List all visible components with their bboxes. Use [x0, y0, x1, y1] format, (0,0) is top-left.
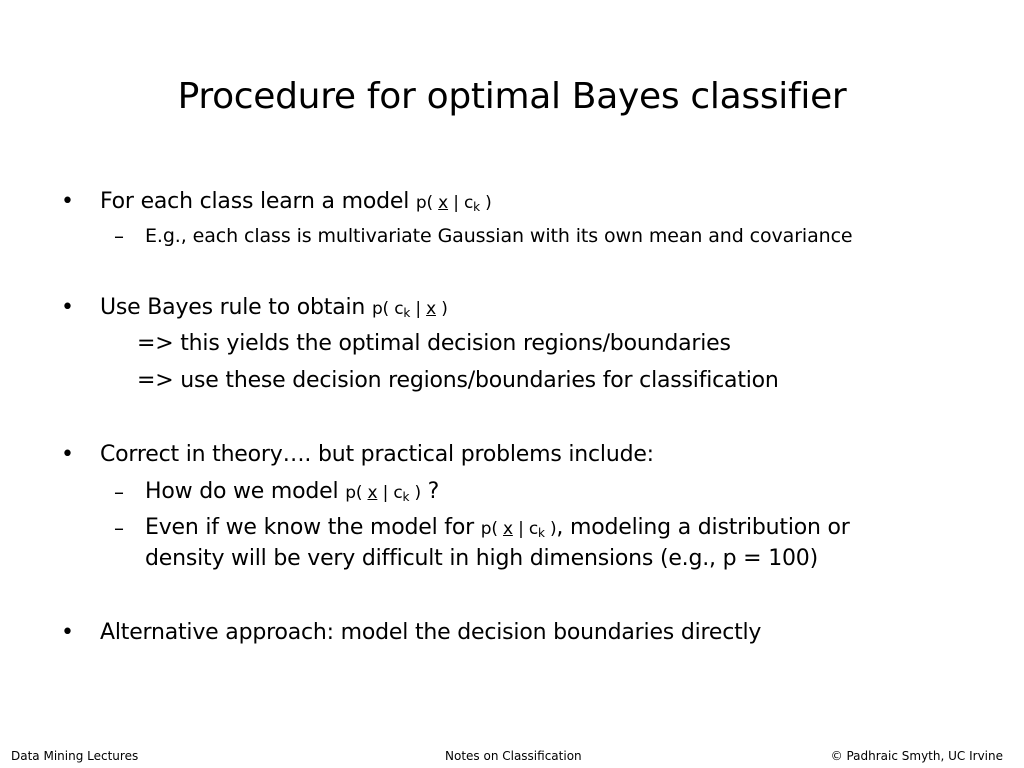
bullet-3-sub-1-math: p( x | $c_k$ ) — [345, 483, 421, 504]
bullet-2-implication-1: => this yields the optimal decision regions/boundaries — [137, 331, 731, 356]
footer-center: Notes on Classification — [445, 749, 582, 763]
bullet-3-text: Correct in theory…. but practical problems include: — [100, 442, 654, 467]
bullet-1-sub-1: E.g., each class is multivariate Gaussian with its own mean and covariance — [145, 225, 853, 247]
footer-right: © Padhraic Smyth, UC Irvine — [830, 749, 1003, 763]
bullet-2-implication-2: => use these decision regions/boundaries for classification — [137, 368, 779, 393]
bullet-1-label: For each class learn a model — [100, 189, 416, 214]
bullet-3-sub-2: Even if we know the model for p( x | $c_k$ ), modeling a distribution or — [145, 515, 850, 540]
bullet-1-text — [100, 187, 492, 218]
bullet-marker-3: • — [61, 442, 74, 467]
sub-bullet-dash-3a: – — [114, 480, 124, 504]
bullet-4-text: Alternative approach: model the decision boundaries directly — [100, 620, 762, 645]
bullet-marker-1: • — [61, 189, 74, 214]
slide-title: Procedure for optimal Bayes classifier — [177, 76, 847, 117]
bullet-2-math: p( $c_k$ | x ) — [371, 299, 448, 320]
bullet-marker-2: • — [61, 295, 74, 320]
bullet-2-text — [100, 293, 448, 324]
sub-bullet-dash-1: – — [114, 224, 124, 248]
bullet-3-sub-2-math: p( x | $c_k$ ) — [480, 519, 557, 540]
footer-left: Data Mining Lectures — [11, 749, 139, 763]
bullet-3-sub-1: How do we model p( x | $c_k$ ) ? — [145, 479, 440, 504]
bullet-1-math: p( x | $c_k$ ) — [415, 193, 492, 214]
bullet-marker-4: • — [61, 620, 74, 645]
bullet-2-label: Use Bayes rule to obtain — [100, 295, 372, 320]
bullet-3-sub-2-line-2: density will be very difficult in high dimensions (e.g., p = 100) — [145, 546, 818, 571]
sub-bullet-dash-3b: – — [114, 516, 124, 540]
